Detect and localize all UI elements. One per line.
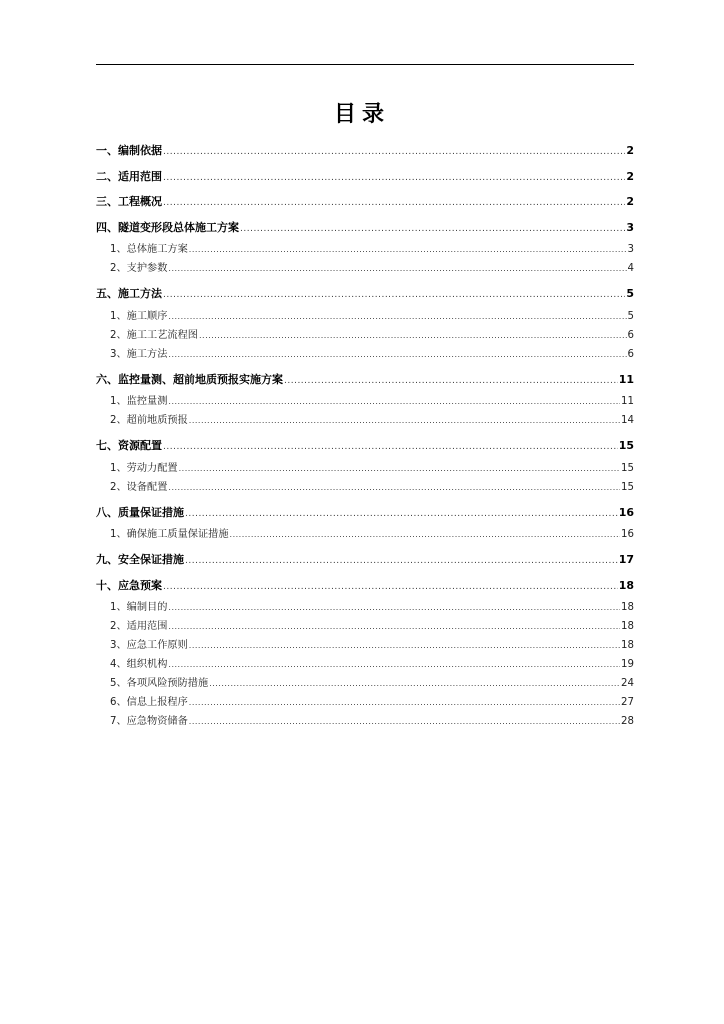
toc-dot-leader xyxy=(189,636,620,655)
toc-page-number: 28 xyxy=(621,716,634,727)
toc-entry-title: 1、确保施工质量保证措施 xyxy=(110,529,229,540)
toc-page-number: 19 xyxy=(621,659,634,670)
toc-dot-leader xyxy=(189,411,620,430)
table-of-contents xyxy=(96,138,634,731)
toc-entry-title: 3、应急工作原则 xyxy=(110,640,188,651)
toc-page-number: 14 xyxy=(621,415,634,426)
toc-dot-leader xyxy=(189,712,620,731)
toc-dot-leader xyxy=(185,502,618,528)
toc-section-entry[interactable] xyxy=(96,307,634,326)
toc-section-entry[interactable] xyxy=(96,636,634,655)
toc-entry-title: 1、编制目的 xyxy=(110,602,168,613)
toc-section-entry[interactable] xyxy=(96,345,634,364)
toc-dot-leader xyxy=(168,655,620,674)
toc-section-entry[interactable] xyxy=(96,411,634,430)
toc-dot-leader xyxy=(163,435,618,461)
toc-section-entry[interactable] xyxy=(96,459,634,478)
toc-dot-leader xyxy=(168,259,626,278)
toc-entry-title: 2、支护参数 xyxy=(110,263,168,274)
toc-dot-leader xyxy=(168,307,626,326)
toc-page-number: 18 xyxy=(621,640,634,651)
toc-entry-title: 7、应急物资储备 xyxy=(110,716,188,727)
toc-chapter-entry[interactable] xyxy=(96,547,634,573)
toc-page-number: 2 xyxy=(626,195,634,208)
toc-chapter-entry[interactable] xyxy=(96,500,634,526)
toc-entry-title: 七、资源配置 xyxy=(96,439,162,452)
toc-chapter-entry[interactable] xyxy=(96,215,634,241)
toc-page-number: 17 xyxy=(618,553,634,566)
toc-entry-title: 一、编制依据 xyxy=(96,144,162,157)
toc-dot-leader xyxy=(189,240,627,259)
toc-section-entry[interactable] xyxy=(96,598,634,617)
toc-dot-leader xyxy=(163,140,625,166)
toc-page-number: 15 xyxy=(621,481,634,493)
toc-page-number: 16 xyxy=(621,529,634,540)
toc-dot-leader xyxy=(168,345,626,364)
toc-entry-title: 3、施工方法 xyxy=(110,348,168,360)
toc-page-number: 24 xyxy=(621,678,634,689)
toc-dot-leader xyxy=(163,191,625,217)
toc-page-number: 16 xyxy=(618,505,634,519)
toc-page-number: 4 xyxy=(627,263,634,274)
toc-page-number: 15 xyxy=(618,439,634,452)
header-rule xyxy=(96,64,634,65)
toc-page-number: 2 xyxy=(626,144,634,157)
toc-dot-leader xyxy=(179,459,620,478)
toc-dot-leader xyxy=(199,326,627,345)
toc-chapter-entry[interactable] xyxy=(96,189,634,215)
toc-page-number: 2 xyxy=(626,169,634,183)
toc-chapter-entry[interactable] xyxy=(96,573,634,599)
toc-dot-leader xyxy=(230,525,620,544)
toc-dot-leader xyxy=(168,392,620,411)
toc-entry-title: 5、各项风险预防措施 xyxy=(110,678,209,689)
toc-entry-title: 六、监控量测、超前地质预报实施方案 xyxy=(96,372,283,386)
toc-entry-title: 6、信息上报程序 xyxy=(110,697,188,708)
toc-page-number: 6 xyxy=(627,329,634,341)
toc-dot-leader xyxy=(189,693,620,712)
toc-entry-title: 2、施工工艺流程图 xyxy=(110,329,198,341)
toc-chapter-entry[interactable] xyxy=(96,164,634,190)
toc-chapter-entry[interactable] xyxy=(96,433,634,459)
toc-dot-leader xyxy=(163,575,618,601)
toc-section-entry[interactable] xyxy=(96,674,634,693)
toc-entry-title: 三、工程概况 xyxy=(96,195,162,208)
toc-page-number: 6 xyxy=(627,348,634,360)
toc-section-entry[interactable] xyxy=(96,240,634,259)
toc-page-number: 18 xyxy=(618,578,634,592)
toc-entry-title: 十、应急预案 xyxy=(96,578,162,592)
toc-section-entry[interactable] xyxy=(96,693,634,712)
toc-page-number: 11 xyxy=(621,396,634,407)
toc-dot-leader xyxy=(168,598,620,617)
page-title: 目录 xyxy=(333,102,390,127)
toc-dot-leader xyxy=(209,674,620,693)
toc-entry-title: 1、总体施工方案 xyxy=(110,244,188,255)
toc-entry-title: 1、监控量测 xyxy=(110,396,168,407)
toc-entry-title: 2、设备配置 xyxy=(110,481,168,493)
toc-page-number: 3 xyxy=(627,244,634,255)
toc-section-entry[interactable] xyxy=(96,525,634,544)
toc-entry-title: 4、组织机构 xyxy=(110,659,168,670)
toc-entry-title: 2、适用范围 xyxy=(110,621,168,632)
toc-entry-title: 九、安全保证措施 xyxy=(96,553,184,566)
toc-page-number: 11 xyxy=(618,372,634,386)
toc-section-entry[interactable] xyxy=(96,259,634,278)
toc-section-entry[interactable] xyxy=(96,712,634,731)
toc-chapter-entry[interactable] xyxy=(96,367,634,393)
toc-entry-title: 四、隧道变形段总体施工方案 xyxy=(96,220,239,234)
toc-dot-leader xyxy=(240,217,625,243)
toc-page-number: 5 xyxy=(626,287,634,300)
toc-page-number: 18 xyxy=(621,621,634,632)
toc-entry-title: 五、施工方法 xyxy=(96,287,162,300)
toc-section-entry[interactable] xyxy=(96,478,634,497)
toc-section-entry[interactable] xyxy=(96,326,634,345)
toc-chapter-entry[interactable] xyxy=(96,281,634,307)
toc-chapter-entry[interactable] xyxy=(96,138,634,164)
toc-page-number: 15 xyxy=(621,462,634,474)
toc-section-entry[interactable] xyxy=(96,392,634,411)
toc-section-entry[interactable] xyxy=(96,617,634,636)
toc-entry-title: 2、超前地质预报 xyxy=(110,415,188,426)
toc-entry-title: 八、质量保证措施 xyxy=(96,505,184,519)
toc-entry-title: 1、施工顺序 xyxy=(110,310,168,322)
toc-entry-title: 二、适用范围 xyxy=(96,169,162,183)
toc-entry-title: 1、劳动力配置 xyxy=(110,462,178,474)
toc-page-number: 3 xyxy=(626,220,634,234)
toc-section-entry[interactable] xyxy=(96,655,634,674)
toc-dot-leader xyxy=(163,166,625,192)
toc-dot-leader xyxy=(185,549,618,575)
toc-page-number: 27 xyxy=(621,697,634,708)
toc-dot-leader xyxy=(168,478,620,497)
toc-dot-leader xyxy=(284,369,618,395)
toc-page-number: 5 xyxy=(627,310,634,322)
toc-dot-leader xyxy=(168,617,620,636)
toc-dot-leader xyxy=(163,283,625,309)
toc-page-number: 18 xyxy=(621,602,634,613)
